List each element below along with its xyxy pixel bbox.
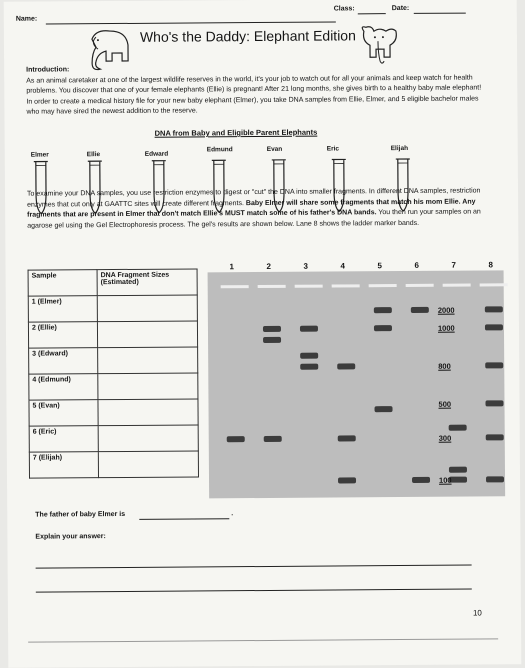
gel-well xyxy=(369,284,397,287)
gel-band xyxy=(300,326,318,332)
elephant-right-icon xyxy=(356,23,402,67)
lane-number: 8 xyxy=(488,260,494,270)
gel-band xyxy=(263,337,281,343)
gel-band xyxy=(485,324,503,330)
gel-well xyxy=(406,284,434,287)
lane-number: 1 xyxy=(229,262,235,272)
procedure-text-bold: Baby Elmer will share some fragments that match his mom Ellie. Any fragments that are present in Elmer that don't match Ellie's MUST match some of his father's DNA bands. xyxy=(27,198,476,219)
table-cell-answer[interactable] xyxy=(97,321,197,348)
gel-well xyxy=(443,284,471,287)
ladder-size-label: 800 xyxy=(438,361,451,371)
table-cell-answer[interactable] xyxy=(97,295,197,322)
gel-well xyxy=(258,285,286,288)
gel-image xyxy=(208,270,506,498)
lane-number: 6 xyxy=(414,260,420,270)
intro-text: As an animal caretaker at one of the largest wildlife reserves in the world, it's your job to watch out for all your animals and keep watch for health problems. You discover that one of your female elephants (Ellie) is pregnant! After 21 long months, she gives birth to a healthy baby male elephant! In order to create a medical history file for your new baby elephant (Elmer), you take DNA samples from Ellie, Elmer, and 5 eligible bachelor males who may have sired the newest addition to the reserve. xyxy=(26,74,482,116)
table-header-sizes: DNA Fragment Sizes (Estimated) xyxy=(97,269,197,296)
table-row-label: 7 (Elijah) xyxy=(29,452,98,478)
dna-heading: DNA from Baby and Eligible Parent Elephants xyxy=(154,127,318,138)
gel-band xyxy=(486,476,504,482)
ladder-size-label: 100 xyxy=(439,475,452,485)
father-question-end: . xyxy=(231,510,234,518)
tube-label: Edmund xyxy=(206,146,233,154)
gel-band xyxy=(412,477,430,483)
father-answer-blank[interactable] xyxy=(139,518,229,520)
explain-line-1[interactable] xyxy=(36,565,472,569)
gel-band xyxy=(338,435,356,441)
table-row-label: 3 (Edward) xyxy=(29,348,98,374)
table-cell-answer[interactable] xyxy=(98,373,198,400)
gel-band xyxy=(485,306,503,312)
gel-band xyxy=(300,353,318,359)
gel-band xyxy=(337,363,355,369)
gel-band xyxy=(449,425,467,431)
table-row-label: 4 (Edmund) xyxy=(29,374,98,400)
lane-number: 2 xyxy=(266,261,272,271)
procedure-paragraph xyxy=(27,186,487,231)
gel-band xyxy=(485,362,503,368)
gel-band xyxy=(485,400,503,406)
gel-well xyxy=(480,283,508,286)
gel-band xyxy=(449,466,467,472)
table-row-label: 2 (Ellie) xyxy=(28,322,97,348)
lane-number: 4 xyxy=(340,261,346,271)
gel-band xyxy=(263,326,281,332)
tube-label: Eric xyxy=(326,145,340,153)
table-row-label: 6 (Eric) xyxy=(29,426,98,452)
ladder-size-label: 500 xyxy=(438,399,452,409)
worksheet-page xyxy=(4,0,522,668)
table-row-label: 5 (Evan) xyxy=(29,400,98,426)
father-question: The father of baby Elmer is xyxy=(35,510,126,519)
intro-heading: Introduction: xyxy=(26,66,70,74)
page-number: 10 xyxy=(472,608,482,618)
tube-label: Edward xyxy=(144,150,169,158)
name-blank[interactable] xyxy=(46,21,336,24)
gel-band xyxy=(338,477,356,483)
introduction xyxy=(26,62,486,118)
procedure-text-1: To examine your DNA samples, you use restriction enzymes to digest or "cut" the DNA into smaller fragments. In different DNA samples, restriction enzymes that cut only at GAATTC sites will create different fragments. xyxy=(27,187,481,209)
gel-band xyxy=(300,364,318,370)
tube-label: Elmer xyxy=(30,151,49,159)
ladder-size-label: 2000 xyxy=(437,305,455,315)
table-cell-answer[interactable] xyxy=(98,425,198,452)
date-label: Date: xyxy=(391,4,410,13)
sample-table xyxy=(28,268,199,478)
table-cell-answer[interactable] xyxy=(98,451,198,478)
name-label: Name: xyxy=(15,15,38,23)
class-blank[interactable] xyxy=(358,13,386,14)
footer-line xyxy=(28,638,498,642)
date-blank[interactable] xyxy=(414,13,466,14)
page-title: Who's the Daddy: Elephant Edition xyxy=(139,27,356,45)
table-cell-answer[interactable] xyxy=(98,347,198,374)
explain-line-2[interactable] xyxy=(36,589,472,593)
gel-band xyxy=(411,307,429,313)
explain-question: Explain your answer: xyxy=(35,533,106,541)
gel-band xyxy=(486,434,504,440)
gel-well xyxy=(332,284,360,287)
tube-label: Ellie xyxy=(86,151,101,159)
gel-band xyxy=(264,436,282,442)
ladder-size-label: 1000 xyxy=(437,323,455,333)
gel-band xyxy=(374,325,392,331)
lane-number: 3 xyxy=(303,261,309,271)
table-row-label: 1 (Elmer) xyxy=(28,296,97,322)
class-label: Class: xyxy=(333,5,355,13)
table-cell-answer[interactable] xyxy=(98,399,198,426)
procedure-text-2: You then run your samples on an agarose gel using the Gel Electrophoresis process. The gel's results are shown below. Lane 8 shows the ladder marker bands. xyxy=(27,208,481,230)
ladder-size-label: 300 xyxy=(438,433,452,443)
tube-label: Evan xyxy=(266,145,283,153)
tube-label: Elijah xyxy=(390,144,409,153)
lane-number: 7 xyxy=(451,260,457,270)
gel-band xyxy=(449,477,467,483)
gel-well xyxy=(221,285,249,288)
gel-well xyxy=(295,285,323,288)
gel-band xyxy=(227,436,245,442)
gel-band xyxy=(374,307,392,313)
gel-band xyxy=(375,406,393,412)
table-header-sample: Sample xyxy=(28,270,97,296)
lane-number: 5 xyxy=(377,261,383,271)
